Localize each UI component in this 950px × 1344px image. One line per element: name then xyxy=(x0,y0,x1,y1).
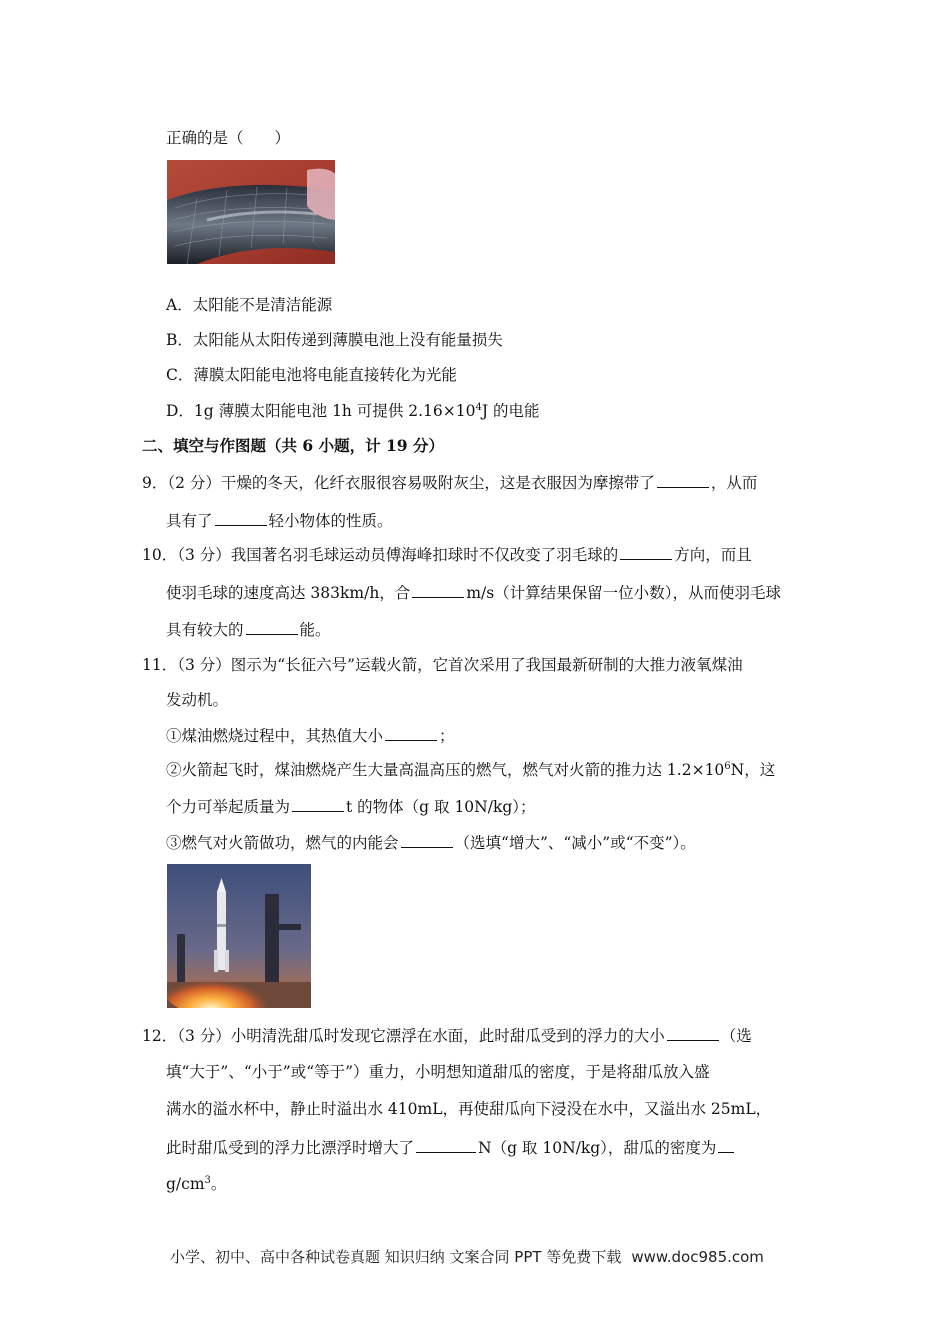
exponent: 6 xyxy=(724,760,731,772)
answer-blank[interactable] xyxy=(667,1024,719,1041)
q9-line-1: 9．（2 分）干燥的冬天，化纤衣服很容易吸附灰尘，这是衣服因为摩擦带了 ，从而 xyxy=(142,471,757,494)
answer-blank[interactable] xyxy=(657,471,709,488)
exponent: 3 xyxy=(204,1174,211,1186)
q10-line-2: 使羽毛球的速度高达 383km/h，合 m/s（计算结果保留一位小数），从而使羽毛球 xyxy=(166,581,781,604)
section-title: 二、填空与作图题（共 6 小题，计 19 分） xyxy=(142,436,444,455)
q11-line-3: ①煤油燃烧过程中，其热值大小 ； xyxy=(166,724,455,747)
option-d xyxy=(166,400,540,422)
q8-stem-tail: 正确的是（ ） xyxy=(166,129,291,147)
answer-blank[interactable] xyxy=(385,724,437,741)
option-d-text: D．1g 薄膜太阳能电池 1h 可提供 2.16×10 xyxy=(166,402,476,420)
q12-line-5: $g/cm^3$。 xyxy=(166,1174,227,1193)
answer-blank[interactable] xyxy=(416,1136,476,1153)
q11-line-2: 发动机。 xyxy=(166,691,229,709)
answer-blank[interactable] xyxy=(620,543,672,560)
q11-line-5: 个力可举起质量为 t 的物体（g 取 10N/kg）； xyxy=(166,795,536,818)
option-d-unit: J 的电能 xyxy=(481,402,540,420)
answer-blank[interactable] xyxy=(215,509,267,526)
footer-text: 小学、初中、高中各种试卷真题 知识归纳 文案合同 PPT 等免费下载 xyxy=(170,1248,622,1266)
q11-line-1: 11．（3 分）图示为“长征六号”运载火箭，它首次采用了我国最新研制的大推力液氧煤油 xyxy=(142,656,743,674)
option-c: C．薄膜太阳能电池将电能直接转化为光能 xyxy=(166,366,457,384)
q11-line-6: ③燃气对火箭做功，燃气的内能会 （选填“增大”、“减小”或“不变”）。 xyxy=(166,831,696,854)
page-footer xyxy=(170,1246,764,1267)
q12-line-2: 填“大于”、“小于”或“等于”）重力，小明想知道甜瓜的密度，于是将甜瓜放入盛 xyxy=(166,1063,710,1081)
option-a: A．太阳能不是清洁能源 xyxy=(166,296,333,314)
solar-film-photo xyxy=(167,160,335,264)
q11-line-4: ②火箭起飞时，煤油燃烧产生大量高温高压的燃气，燃气对火箭的推力达 $1.2\times 10^6N$，这 xyxy=(166,760,776,779)
q10-line-3: 具有较大的 能。 xyxy=(166,618,331,641)
answer-blank[interactable] xyxy=(246,618,298,635)
answer-blank[interactable] xyxy=(412,581,464,598)
answer-blank[interactable] xyxy=(292,795,344,812)
q12-line-4: 此时甜瓜受到的浮力比漂浮时增大了 N（g 取 10N/kg），甜瓜的密度为 xyxy=(166,1136,736,1159)
q12-line-1: 12．（3 分）小明清洗甜瓜时发现它漂浮在水面，此时甜瓜受到的浮力的大小 （选 xyxy=(142,1024,752,1047)
q12-line-3: 满水的溢水杯中，静止时溢出水 410mL，再使甜瓜向下浸没在水中，又溢出水 25mL， xyxy=(166,1100,772,1118)
q9-line-2: 具有了 轻小物体的性质。 xyxy=(166,509,393,532)
footer-url[interactable]: www.doc985.com xyxy=(631,1248,764,1266)
answer-blank[interactable] xyxy=(718,1136,734,1153)
rocket-launch-photo xyxy=(167,864,311,1008)
answer-blank[interactable] xyxy=(401,831,453,848)
option-b: B．太阳能从太阳传递到薄膜电池上没有能量损失 xyxy=(166,331,503,349)
option-d-exponent: 4 xyxy=(475,401,482,413)
q10-line-1: 10．（3 分）我国著名羽毛球运动员傅海峰扣球时不仅改变了羽毛球的 方向，而且 xyxy=(142,543,752,566)
